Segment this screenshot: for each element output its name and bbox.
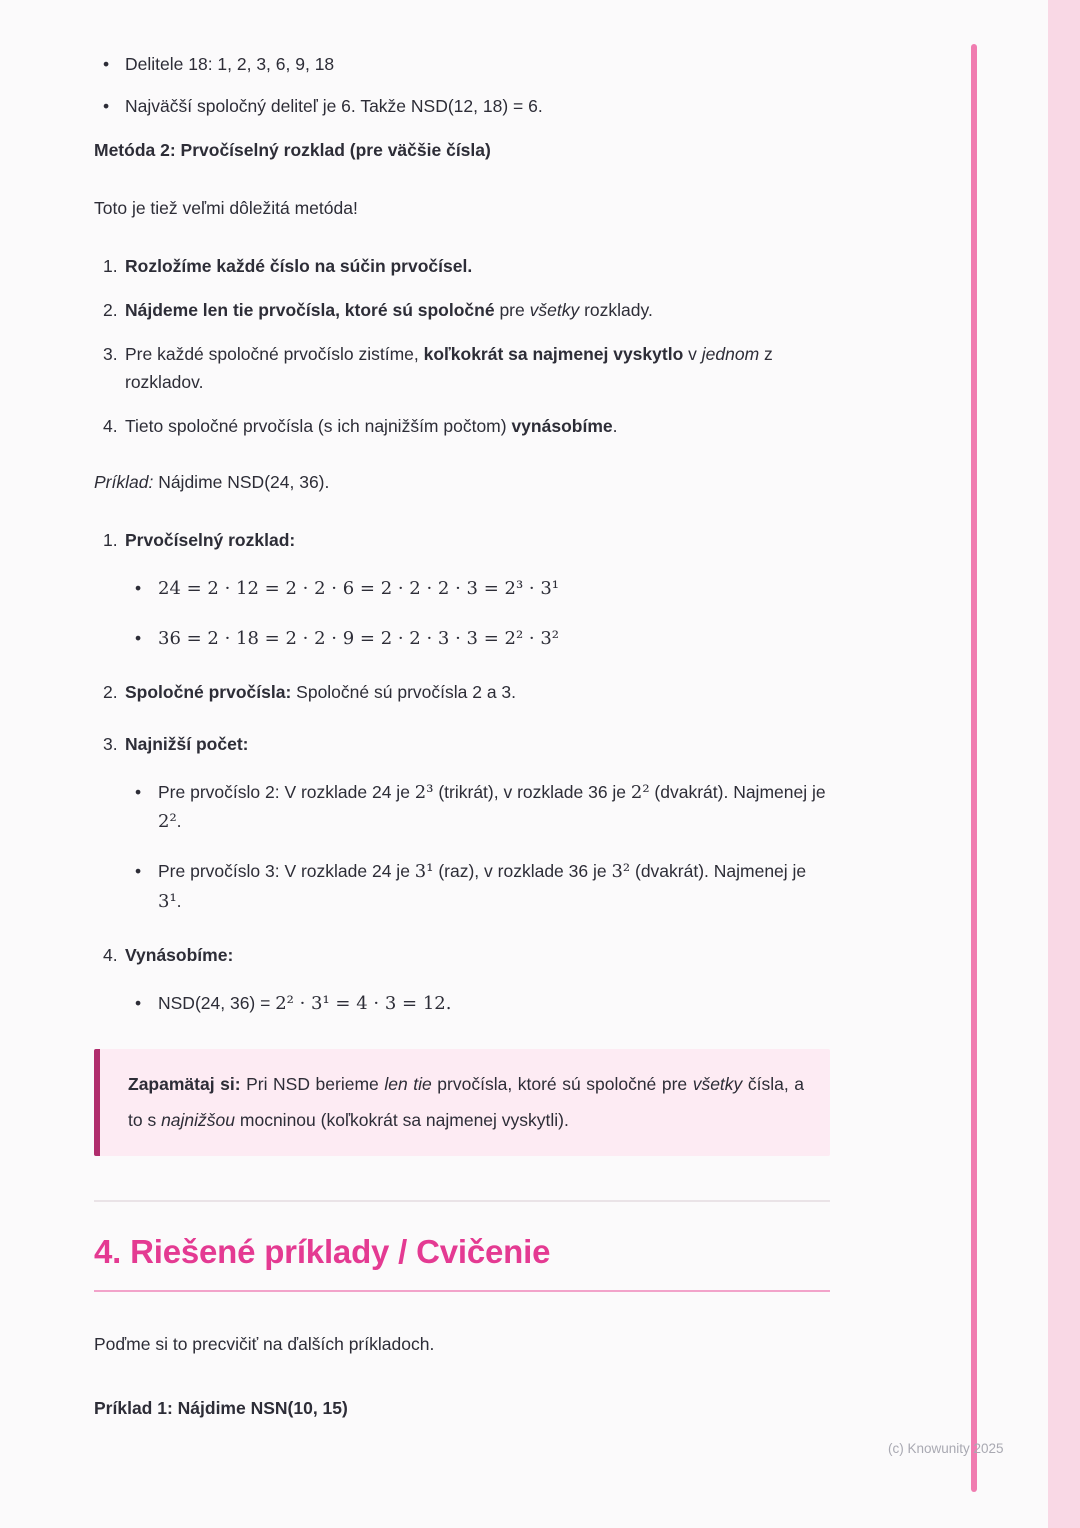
text-segment: (dvakrát). Najmenej je — [630, 861, 807, 882]
solution-item-number: 4. — [103, 944, 118, 965]
text-segment: . — [176, 890, 182, 911]
step-item — [94, 296, 830, 324]
math-line — [125, 989, 830, 1019]
text-segment: Spoločné sú prvočísla 2 a 3. — [291, 681, 517, 702]
step-number: 1. — [103, 256, 118, 276]
text-bold: Zapamätaj si: — [128, 1073, 241, 1094]
text-segment: prvočísla, ktoré sú spoločné pre — [431, 1073, 693, 1094]
math-line — [125, 574, 830, 604]
math-segment: 3¹ — [158, 890, 177, 912]
method2-steps-list — [94, 252, 830, 440]
math-line — [125, 624, 830, 654]
text-segment: čísla, a to s — [128, 1073, 804, 1131]
text-segment: . — [612, 416, 618, 436]
math-segment: 2² — [158, 811, 177, 833]
callout-text — [128, 1066, 804, 1140]
math-segment: 2³ — [414, 781, 434, 803]
text-segment: Pre každé spoločné prvočíslo zistíme, — [125, 344, 424, 364]
list-item — [94, 92, 830, 120]
text-bold: koľkokrát sa najmenej vyskytlo — [423, 344, 684, 364]
step-item — [94, 412, 830, 440]
right-pink-line — [971, 44, 977, 1492]
intro-list — [94, 50, 830, 120]
step-text — [125, 344, 773, 392]
solution-item-text — [125, 682, 516, 702]
solution-item-number: 3. — [103, 733, 118, 754]
callout-note — [94, 1049, 830, 1157]
right-pink-band — [1048, 0, 1080, 1528]
solution-item-title: Spoločné prvočísla: — [125, 681, 292, 702]
text-segment: (dvakrát). Najmenej je — [649, 781, 826, 802]
solution-item-number: 2. — [103, 681, 118, 702]
list-item — [125, 778, 830, 838]
solution-list — [94, 526, 830, 1019]
text-segment: mocninou (koľkokrát sa najmenej vyskytli). — [235, 1110, 569, 1131]
solution-sublist — [125, 989, 830, 1019]
step-text — [125, 300, 653, 320]
text-bold: Nájdeme len tie prvočísla, ktoré sú spoločné — [125, 300, 495, 320]
text-segment: (trikrát), v rozklade 36 je — [433, 781, 631, 802]
text-segment: Tieto spoločné prvočísla (s ich najnižším počtom) — [125, 416, 512, 436]
math-segment: 3¹ — [414, 861, 434, 883]
step-number: 4. — [103, 416, 118, 436]
example1-heading: Príklad 1: Nájdime NSN(10, 15) — [94, 1397, 348, 1418]
list-item — [125, 857, 830, 917]
step-item — [94, 340, 830, 396]
list-item-text: Delitele 18: 1, 2, 3, 6, 9, 18 — [125, 54, 335, 74]
text-bold: vynásobíme — [511, 416, 613, 436]
text-segment: Pre prvočíslo 3: V rozklade 24 je — [158, 861, 415, 882]
text-segment: z rozkladov. — [125, 344, 773, 392]
text-bold: Rozložíme každé číslo na súčin prvočísel. — [125, 256, 473, 276]
solution-item-title: Najnižší počet: — [125, 733, 249, 754]
step-number: 2. — [103, 300, 118, 320]
section4-intro: Poďme si to precvičiť na ďalších príkladoch. — [94, 1333, 435, 1354]
step-text — [125, 416, 617, 436]
step-text — [125, 256, 472, 276]
text-italic: najnižšou — [161, 1110, 236, 1131]
step-item — [94, 252, 830, 280]
document-content — [94, 50, 830, 1422]
solution-sublist — [125, 574, 830, 654]
math-segment: 24 = 2 · 12 = 2 · 2 · 6 = 2 · 2 · 2 · 3 = 2³ · 3¹ — [158, 578, 560, 599]
solution-item-number: 1. — [103, 530, 118, 550]
solution-item — [94, 678, 830, 706]
solution-sublist — [125, 778, 830, 917]
section4-heading: 4. Riešené príklady / Cvičenie — [94, 1224, 830, 1292]
solution-item-title: Prvočíselný rozklad: — [125, 530, 296, 550]
solution-item — [94, 941, 830, 1019]
text-italic: jednom — [701, 344, 760, 364]
example-text: Nájdime NSD(24, 36). — [153, 472, 330, 492]
solution-item-title: Vynásobíme: — [125, 944, 234, 965]
text-segment: NSD(24, 36) = — [158, 992, 276, 1013]
text-segment: . — [176, 811, 182, 832]
text-italic: všetky — [529, 300, 580, 320]
list-item — [94, 50, 830, 78]
text-segment: pre — [494, 300, 530, 320]
math-segment: 2² — [630, 781, 650, 803]
example-caption — [94, 468, 830, 496]
text-italic: všetky — [692, 1073, 743, 1094]
step-number: 3. — [103, 344, 118, 364]
text-italic: len tie — [384, 1073, 432, 1094]
text-segment: Pri NSD berieme — [240, 1073, 385, 1094]
math-segment: 36 = 2 · 18 = 2 · 2 · 9 = 2 · 2 · 3 · 3 = 2² · 3² — [158, 627, 560, 649]
text-segment: Pre prvočíslo 2: V rozklade 24 je — [158, 781, 415, 802]
list-item-text: Najväčší spoločný deliteľ je 6. Takže NSD(12, 18) = 6. — [125, 96, 543, 116]
math-segment: 3² — [611, 861, 631, 883]
text-segment: (raz), v rozklade 36 je — [433, 861, 612, 882]
solution-item — [94, 526, 830, 654]
method2-heading: Metóda 2: Prvočíselný rozklad (pre väčšie čísla) — [94, 140, 491, 160]
copyright-footer: (c) Knowunity 2025 — [888, 1441, 1004, 1456]
solution-item — [94, 730, 830, 917]
text-segment: v — [683, 344, 702, 364]
math-segment: 2² · 3¹ = 4 · 3 = 12. — [275, 992, 452, 1014]
example-label: Príklad: — [94, 472, 154, 492]
section-divider — [94, 1200, 830, 1202]
text-segment: rozklady. — [579, 300, 653, 320]
method2-intro: Toto je tiež veľmi dôležitá metóda! — [94, 198, 358, 218]
